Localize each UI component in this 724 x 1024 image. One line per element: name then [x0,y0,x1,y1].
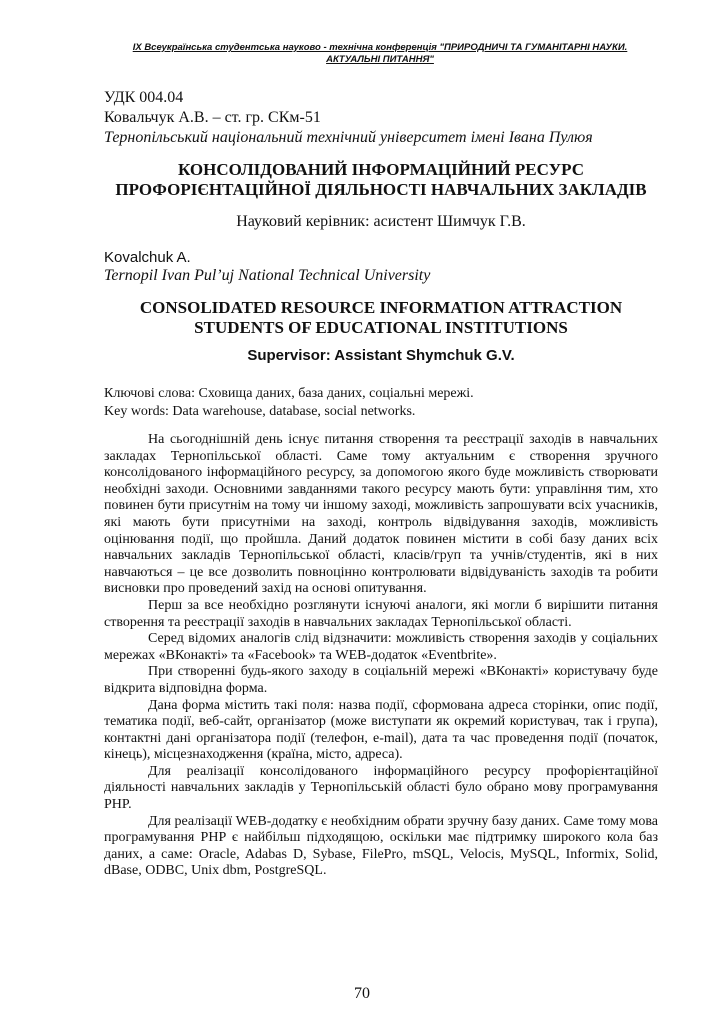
body-text [104,432,658,880]
author-ua: Ковальчук А.В. – ст. гр. СКм-51 [104,109,321,126]
page-number: 70 [354,985,370,1002]
paragraph: На сьогоднішній день існує питання створення та реєстрації заходів в навчальних закладах Тернопільської області. Саме тому актуальним є створення зручного консолідованого інформаційного ресурсу, за допомогою якого буде можливість створювати необхідні заходи. Основними завданнями такого ресурсу мають бути: управління тим, хто повинен бути присутнім на тому чи іншому заході, можливість запрошувати всіх учасників, які мають бути присутніми на заході, контроль відвідування заходів, можливість оцінювання події, що пройшла. Даний додаток повинен містити в собі базу даних всіх навчальних закладів Тернопільської області, класів/груп та учнів/студентів, які в них навчаються – це все дозволить повноцінно контролювати відвідуваність заходів та робити висновки про проведений захід на основі опитування. [104,432,658,597]
supervisor-en: Supervisor: Assistant Shymchuk G.V. [247,347,515,364]
supervisor-ua: Науковий керівник: асистент Шимчук Г.В. [236,213,526,230]
running-head: IX Всеукраїнська студентська науково - технічна конференція "ПРИРОДНИЧІ ТА ГУМАНІТАРНІ НАУКИ. АКТУАЛЬНІ ПИТАННЯ" [132,42,628,65]
udk-code: УДК 004.04 [104,89,184,106]
affiliation-ua: Тернопільський національний технічний університет імені Івана Пулюя [104,129,593,146]
paragraph: Для реалізації WEB-додатку є необхідним обрати зручну базу даних. Саме тому мова програмування PHP є найбільш підходящою, оскільки має підтримку широкого кола баз даних, а саме: Oracle, Adabas D, Sybase, FilePro, mSQL, Velocis, MySQL, Informix, Solid, dBase, ODBC, Unix dbm, PostgreSQL. [104,813,658,879]
keywords-ua: Ключові слова: Сховища даних, база даних, соціальні мережі. [104,386,474,401]
paragraph: Серед відомих аналогів слід відзначити: можливість створення заходів у соціальних мережах «ВКонакті» та «Facebook» та WEB-додаток «Eventbrite». [104,631,658,663]
paragraph: Для реалізації консолідованого інформаційного ресурсу профорієнтаційної діяльності навчальних закладів у Тернопільській області було обрано мову програмування PHP. [104,763,658,813]
paragraph: При створенні будь-якого заходу в соціальній мережі «ВКонакті» користувачу буде відкрита відповідна форма. [104,664,658,696]
affiliation-en: Ternopil Ivan Pul’uj National Technical University [104,267,431,284]
title-ua: КОНСОЛІДОВАНИЙ ІНФОРМАЦІЙНИЙ РЕСУРС ПРОФОРІЄНТАЦІЙНОЇ ДІЯЛЬНОСТІ НАВЧАЛЬНИХ ЗАКЛАДІВ [115,160,647,199]
keywords-en: Key words: Data warehouse, database, social networks. [104,404,416,419]
title-en: CONSOLIDATED RESOURCE INFORMATION ATTRACTION STUDENTS OF EDUCATIONAL INSTITUTIONS [139,298,623,337]
paragraph: Перш за все необхідно розглянути існуючі аналоги, які могли б вирішити питання створення та реєстрації заходів в навчальних закладах Тернопільської області. [104,597,658,630]
author-en: Kovalchuk A. [104,249,191,266]
keywords-block [104,385,658,421]
paragraph: Дана форма містить такі поля: назва події, сформована адреса сторінки, опис події, тематика події, веб-сайт, організатор (може виступати як окремий користувач, так і група), контактні дані організатора події (телефон, e-mail), дата та час проведення події (початок, кінець), місцезнаходження (країна, місто, адреса). [104,697,658,763]
